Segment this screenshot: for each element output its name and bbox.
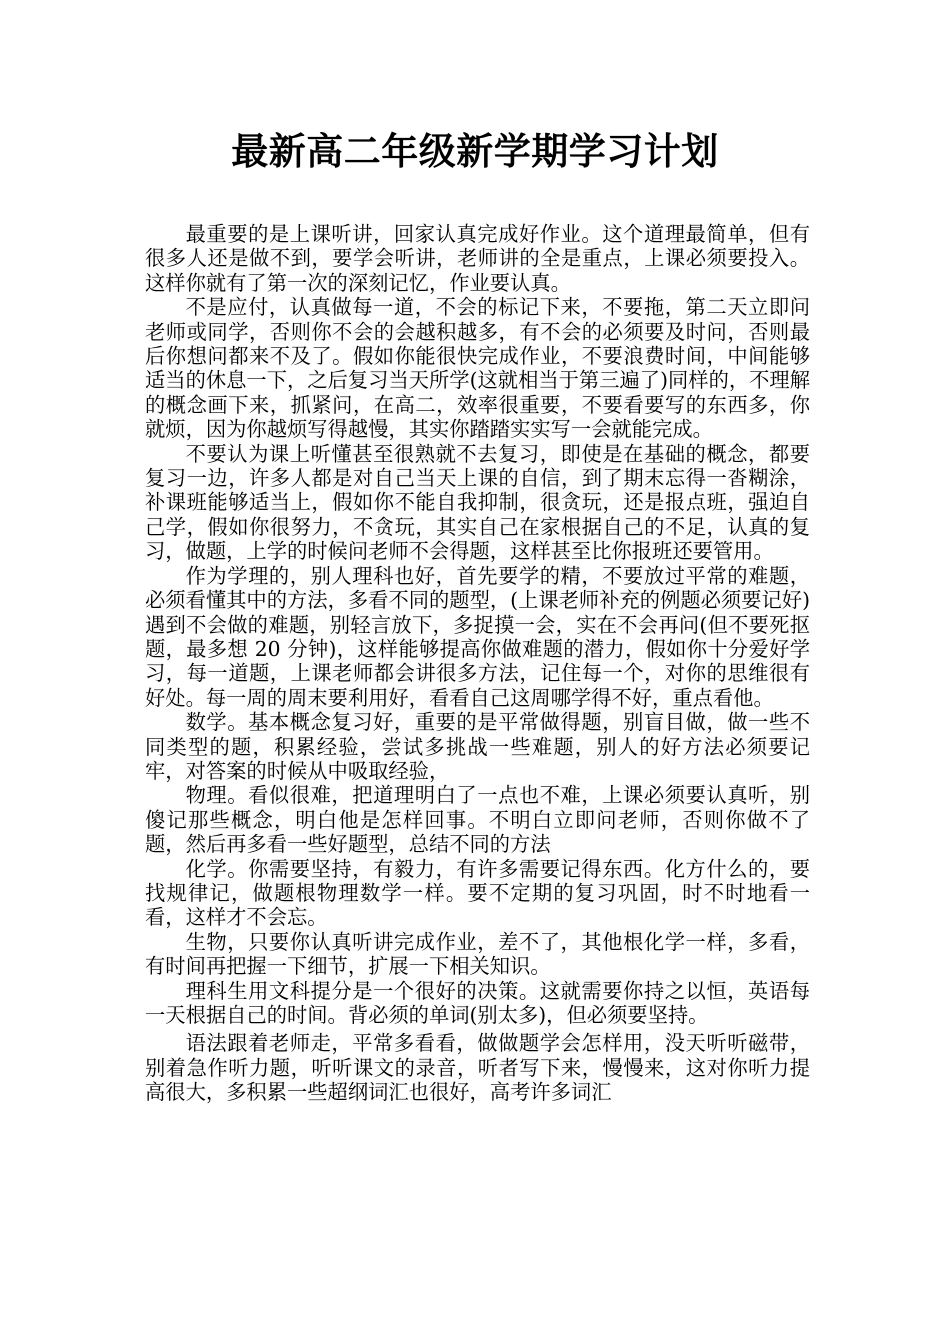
paragraph-7: 化学。你需要坚持，有毅力，有许多需要记得东西。化方什么的，要找规律记，做题根物理数学一样。要不定期的复习巩固，时不时地看一看，这样才不会忘。 xyxy=(145,856,810,930)
document-title: 最新高二年级新学期学习计划 xyxy=(231,130,719,173)
document-body xyxy=(145,222,810,1105)
paragraph-6: 物理。看似很难，把道理明白了一点也不难，上课必须要认真听，别傻记那些概念，明白他是怎样回事。不明白立即问老师，否则你做不了题，然后再多看一些好题型，总结不同的方法 xyxy=(145,783,810,857)
paragraph-1: 最重要的是上课听讲，回家认真完成好作业。这个道理最简单，但有很多人还是做不到，要学会听讲，老师讲的全是重点，上课必须要投入。这样你就有了第一次的深刻记忆，作业要认真。 xyxy=(145,222,810,295)
paragraph-5: 数学。基本概念复习好，重要的是平常做得题，别盲目做，做一些不同类型的题，积累经验，尝试多挑战一些难题，别人的好方法必须要记牢，对答案的时候从中吸取经验， xyxy=(145,710,810,783)
paragraph-2: 不是应付，认真做每一道，不会的标记下来，不要拖，第二天立即问老师或同学，否则你不会的会越积越多，有不会的必须要及时问，否则最后你想问都来不及了。假如你能很快完成作业，不要浪费时间，中间能够适当的休息一下，之后复习当天所学(这就相当于第三遍了)同样的，不理解的概念画下来，抓紧问，在高二，效率很重要，不要看要写的东西多，你就烦，因为你越烦写得越慢，其实你踏踏实实写一会就能完成。 xyxy=(145,295,810,442)
paragraph-3: 不要认为课上听懂甚至很熟就不去复习，即使是在基础的概念，都要复习一边，许多人都是对自己当天上课的自信，到了期末忘得一沓糊涂，补课班能够适当上，假如你不能自我抑制，很贪玩，还是报点班，强迫自己学，假如你很努力，不贪玩，其实自己在家根据自己的不足，认真的复习，做题，上学的时候问老师不会得题，这样甚至比你报班还要管用。 xyxy=(145,441,810,564)
paragraph-9: 理科生用文科提分是一个很好的决策。这就需要你持之以恒，英语每一天根据自己的时间。背必须的单词(别太多)，但必须要坚持。 xyxy=(145,978,810,1027)
paragraph-4: 作为学理的，别人理科也好，首先要学的精，不要放过平常的难题，必须看懂其中的方法，多看不同的题型，(上课老师补充的例题必须要记好)遇到不会做的难题，别轻言放下，多捉摸一会，实在不会再问(但不要死抠题，最多想 20 分钟)，这样能够提高你做难题的潜力，假如你十分爱好学习，每一道题，上课老师都会讲很多方法，记住每一个，对你的思维很有好处。每一周的周末要利用好，看看自己这周哪学得不好，重点看他。 xyxy=(145,563,810,710)
paragraph-8: 生物，只要你认真听讲完成作业，差不了，其他根化学一样，多看，有时间再把握一下细节，扩展一下相关知识。 xyxy=(145,929,810,979)
paragraph-10: 语法跟着老师走，平常多看看，做做题学会怎样用，没天听听磁带，别着急作听力题，听听课文的录音，听者写下来，慢慢来，这对你听力提高很大，多积累一些超纲词汇也很好，高考许多词汇 xyxy=(145,1031,810,1105)
